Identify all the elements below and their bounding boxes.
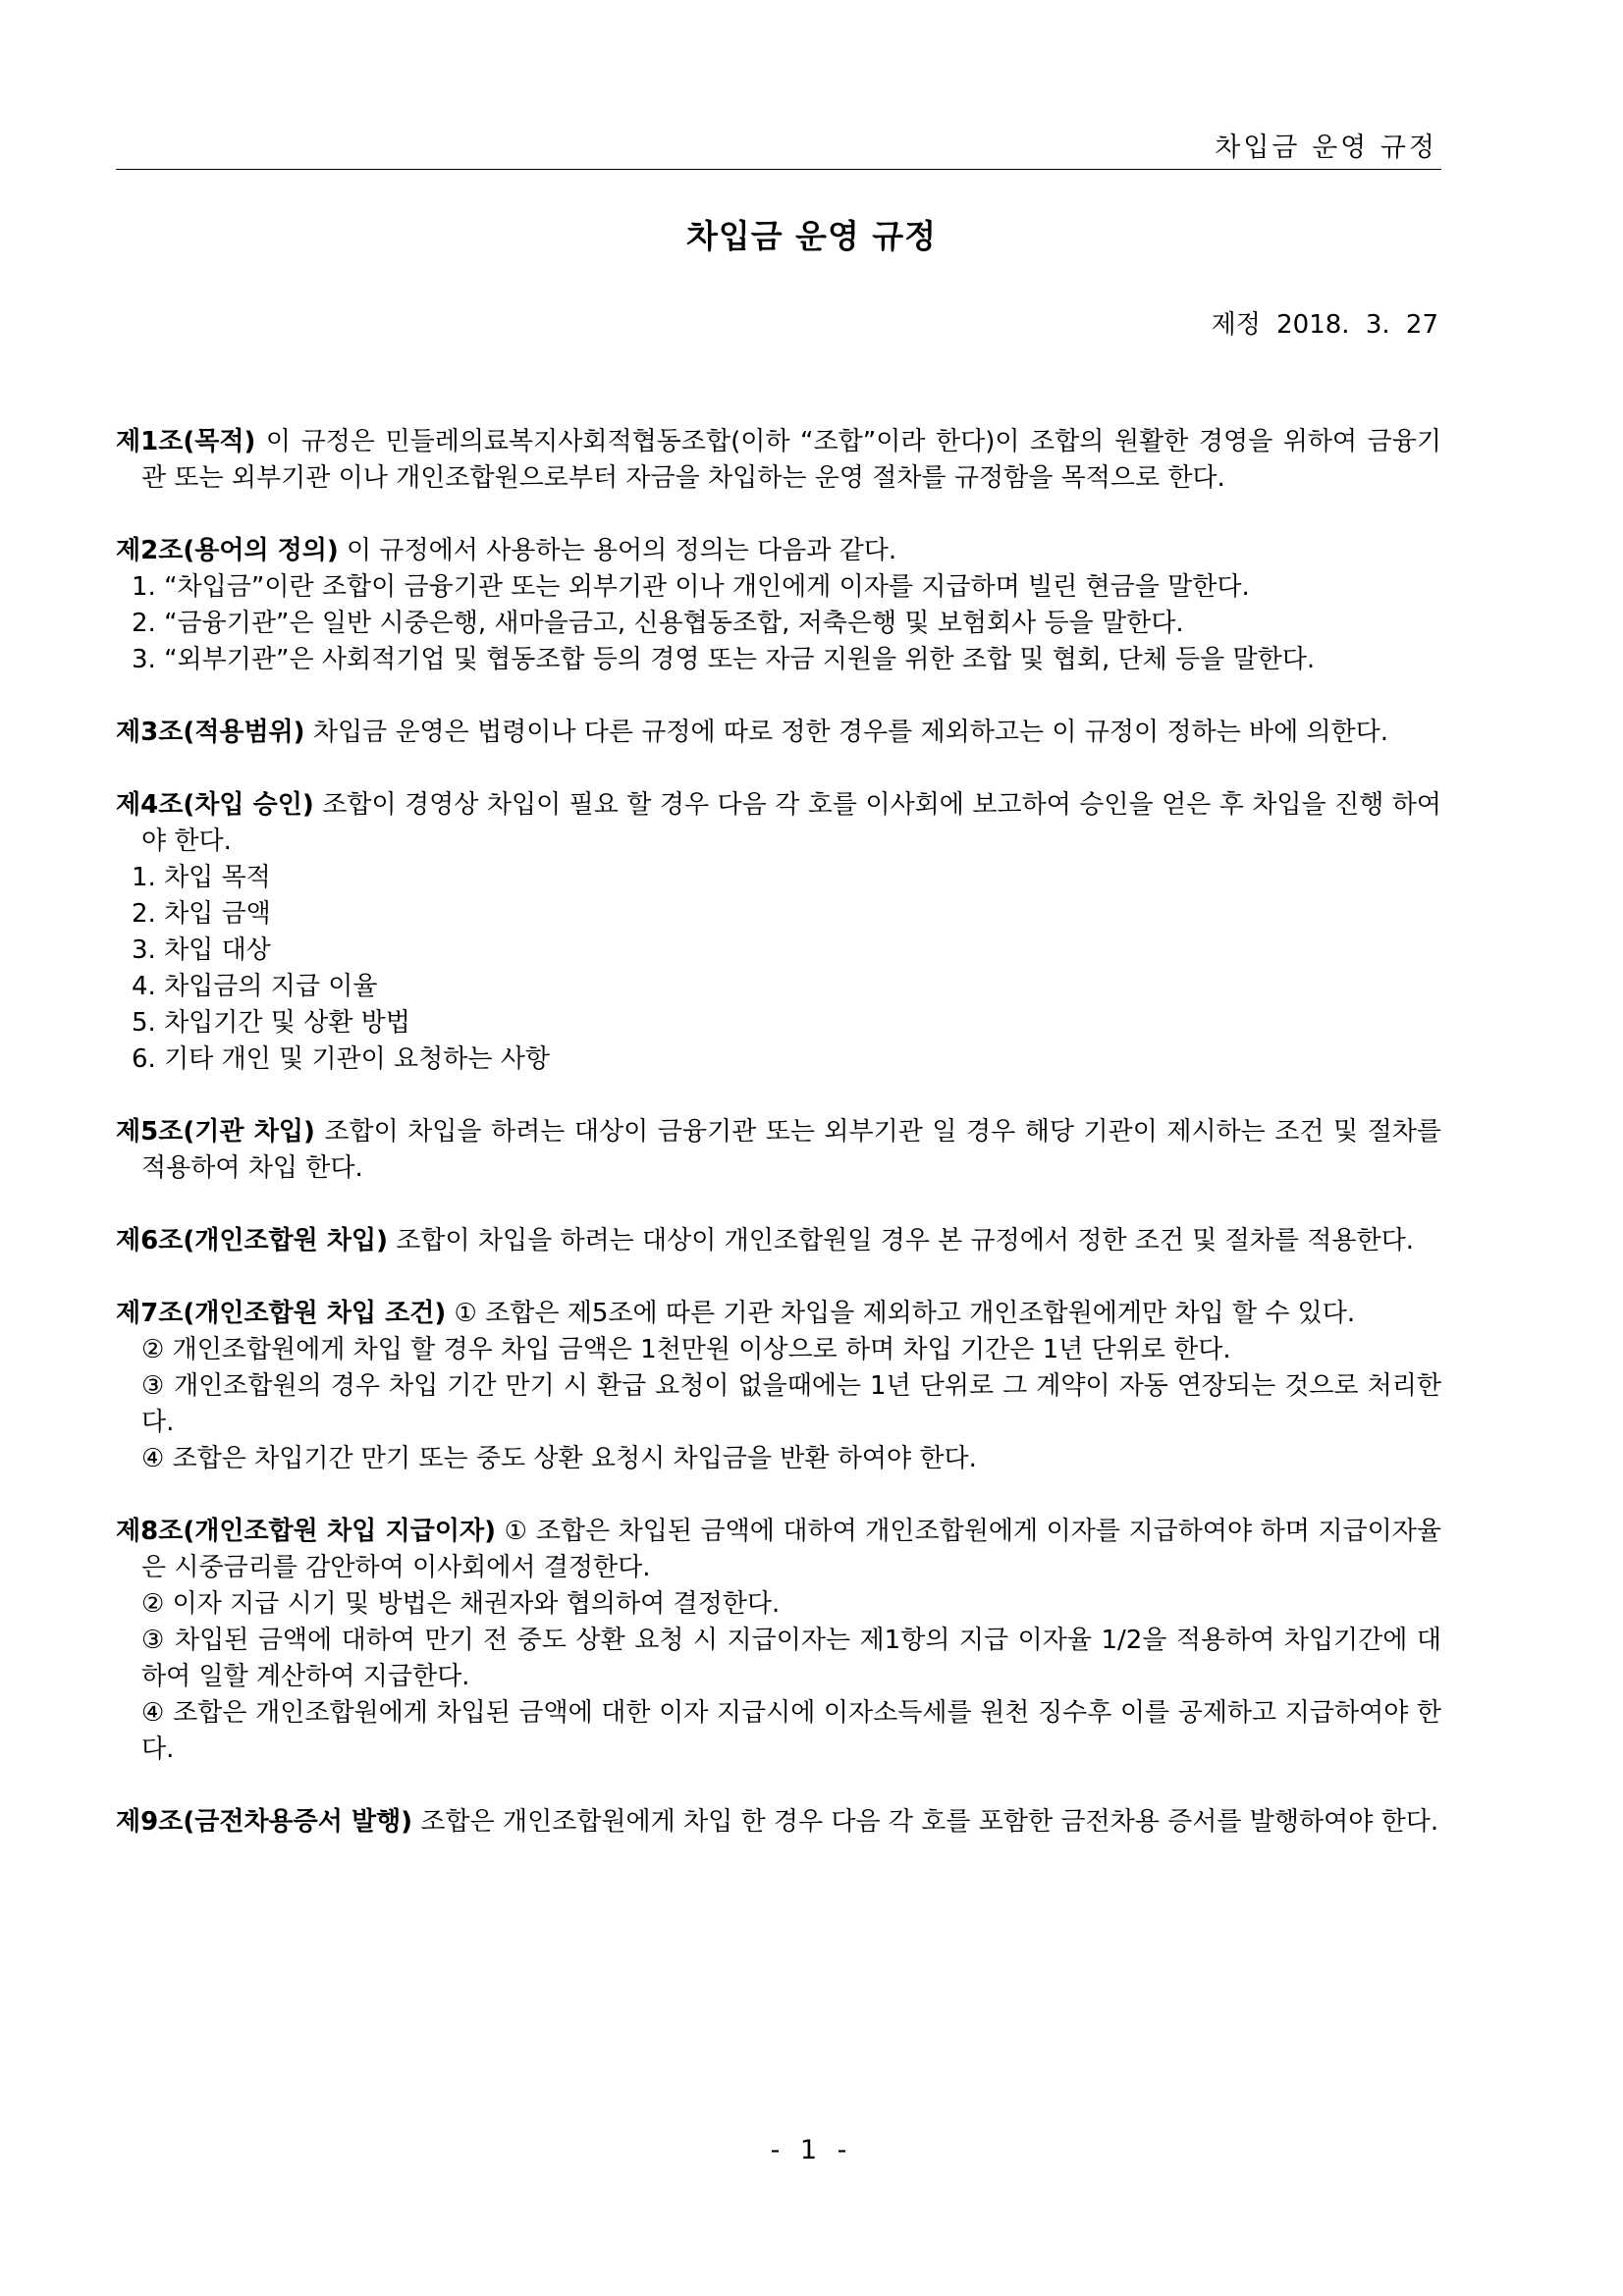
page-number: - 1 - [770, 2135, 853, 2165]
article-2 [116, 533, 1441, 678]
article-heading: 제2조(용어의 정의) [116, 536, 339, 565]
article-paragraph [116, 424, 1441, 497]
article-1 [116, 424, 1441, 497]
clause-item: ③ 차입된 금액에 대하여 만기 전 중도 상환 요청 시 지급이자는 제1항의 지급 이자율 1/2을 적용하여 차입기간에 대하여 일할 계산하여 지급한다. [141, 1626, 1441, 1691]
article-4 [116, 787, 1441, 1078]
article-heading: 제5조(기관 차입) [116, 1117, 315, 1147]
list-item: 3. 차입 대상 [132, 935, 271, 965]
article-paragraph [116, 1804, 1441, 1841]
document-title: 차입금 운영 규정 [685, 217, 938, 255]
clause-item: ② 이자 지급 시기 및 방법은 채권자와 협의하여 결정한다. [141, 1589, 781, 1619]
article-text: 조합이 차입을 하려는 대상이 금융기관 또는 외부기관 일 경우 해당 기관이 제시하는 조건 및 절차를 적용하여 차입 한다. [141, 1117, 1441, 1183]
article-paragraph [116, 1296, 1441, 1332]
list-item: 6. 기타 개인 및 기관이 요청하는 사항 [132, 1044, 551, 1074]
article-text: 이 규정은 민들레의료복지사회적협동조합(이하 “조합”이라 한다)이 조합의 원활한 경영을 위하여 금융기관 또는 외부기관 이나 개인조합원으로부터 자금을 차입하는 운영 절차를 규정함을 목적으로 한다. [141, 427, 1442, 493]
article-text: 차입금 운영은 법령이나 다른 규정에 따로 정한 경우를 제외하고는 이 규정이 정하는 바에 의한다. [312, 718, 1389, 747]
article-5 [116, 1114, 1441, 1187]
article-paragraph [116, 1223, 1441, 1259]
running-header: 차입금 운영 규정 [1215, 133, 1437, 163]
document-body [116, 424, 1441, 1877]
article-paragraph [116, 787, 1441, 860]
list-item: 2. 차입 금액 [132, 899, 271, 929]
article-heading: 제3조(적용범위) [116, 718, 305, 747]
article-heading: 제6조(개인조합원 차입) [116, 1226, 388, 1255]
article-heading: 제1조(목적) [116, 427, 256, 456]
article-text: 이 규정에서 사용하는 용어의 정의는 다음과 같다. [347, 536, 897, 565]
list-item: 4. 차입금의 지급 이율 [132, 972, 378, 1001]
list-item: 1. “차입금”이란 조합이 금융기관 또는 외부기관 이나 개인에게 이자를 지급하며 빌린 현금을 말한다. [132, 572, 1250, 602]
article-heading: 제4조(차입 승인) [116, 790, 314, 820]
article-7 [116, 1296, 1441, 1477]
article-paragraph [116, 533, 1441, 569]
article-heading: 제9조(금전차용증서 발행) [116, 1807, 413, 1837]
enactment-date: 제정 2018. 3. 27 [1211, 310, 1438, 340]
clause-item: ③ 개인조합원의 경우 차입 기간 만기 시 환급 요청이 없을때에는 1년 단위로 그 계약이 자동 연장되는 것으로 처리한다. [141, 1371, 1441, 1437]
article-text: ① 조합은 제5조에 따른 기관 차입을 제외하고 개인조합원에게만 차입 할 수 있다. [454, 1299, 1356, 1328]
list-item: 5. 차입기간 및 상환 방법 [132, 1008, 410, 1038]
clause-item: ④ 조합은 개인조합원에게 차입된 금액에 대한 이자 지급시에 이자소득세를 원천 징수후 이를 공제하고 지급하여야 한다. [141, 1698, 1441, 1764]
article-8 [116, 1514, 1441, 1768]
header-divider [116, 169, 1441, 170]
article-6 [116, 1223, 1441, 1259]
article-paragraph [116, 715, 1441, 751]
article-paragraph [116, 1514, 1441, 1586]
article-paragraph [116, 1114, 1441, 1187]
article-9 [116, 1804, 1441, 1841]
list-item: 1. 차입 목적 [132, 863, 271, 892]
list-item: 3. “외부기관”은 사회적기업 및 협동조합 등의 경영 또는 자금 지원을 위한 조합 및 협회, 단체 등을 말한다. [132, 645, 1316, 674]
article-text: 조합이 차입을 하려는 대상이 개인조합원일 경우 본 규정에서 정한 조건 및 절차를 적용한다. [396, 1226, 1414, 1255]
article-3 [116, 715, 1441, 751]
clause-item: ④ 조합은 차입기간 만기 또는 중도 상환 요청시 차입금을 반환 하여야 한다. [141, 1444, 977, 1473]
article-heading: 제8조(개인조합원 차입 지급이자) [116, 1517, 497, 1546]
article-text: 조합이 경영상 차입이 필요 할 경우 다음 각 호를 이사회에 보고하여 승인을 얻은 후 차입을 진행 하여야 한다. [141, 790, 1442, 856]
article-text: 조합은 개인조합원에게 차입 한 경우 다음 각 호를 포함한 금전차용 증서를 발행하여야 한다. [420, 1807, 1439, 1837]
clause-item: ② 개인조합원에게 차입 할 경우 차입 금액은 1천만원 이상으로 하며 차입 기간은 1년 단위로 한다. [141, 1335, 1231, 1364]
article-text: ① 조합은 차입된 금액에 대하여 개인조합원에게 이자를 지급하여야 하며 지급이자율은 시중금리를 감안하여 이사회에서 결정한다. [141, 1517, 1442, 1582]
article-heading: 제7조(개인조합원 차입 조건) [116, 1299, 447, 1328]
list-item: 2. “금융기관”은 일반 시중은행, 새마을금고, 신용협동조합, 저축은행 및 보험회사 등을 말한다. [132, 609, 1184, 638]
